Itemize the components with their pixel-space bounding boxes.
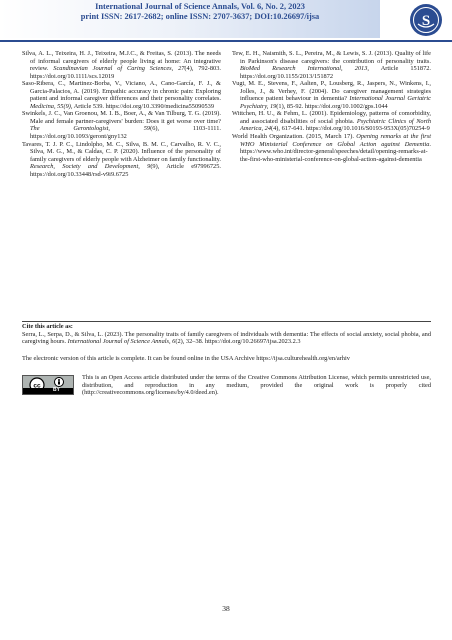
reference-entry: Saso-Ribera, C., Martinez-Borba, V., Viciano, A., Cano-García, F. J., & Garcia-Palacios, A. (2019). Empathic accuracy in chronic pain: Exploring patient and informal caregiver differences and their personality correlates. Medicina, 55(9), Article 539. https://doi.org/10.3390/medicina55090539 [22,80,221,110]
cite-divider [22,321,431,322]
electronic-version-note: The electronic version of this article is complete. It can be found online in the USA Archive https://ijsa.culturehealth.org/en/arhiv [22,355,350,362]
reference-entry: World Health Organization. (2015, March 17). Opening remarks at the first WHO Ministerial Conference on Global Action against Dementia. https://www.who.int/director-general/speeches/detail/opening-remarks-at-the-first-who-ministerial-conference-on-global-action-against-dementia [232,133,431,163]
reference-entry: Vugt, M. E., Stevens, F., Aalten, P., Lousberg, R., Jaspers, N., Winkens, I., Jolles, J., & Verhey, F. (2004). Do caregiver management strategies influence patient behaviour in dementia? International Journal Geriatric Psychiatry, 19(1), 85-92. https://doi.org/10.1002/gps.1044 [232,80,431,110]
svg-text:cc: cc [33,382,41,388]
reference-entry: Silva, A. L., Teixeira, H. J., Teixeira, M.J.C., & Freitas, S. (2013). The needs of informal caregivers of elderly people living at home: An integrative review. Scandinavian Journal of Caring Sciences, 27(4), 792-803. https://doi.org/10.1111/scs.12019 [22,50,221,80]
reference-entry: Tavares, T. J. P. C., Lindolpho, M. C., Silva, B. M. C., Carvalho, R. V. C., Silva, M. G., M., & Caldas, C. P. (2020). Influence of the personality of family caregivers of elderly people with Alzheimer on family functionality. Research, Society and Development, 9(9), Article e97996725. https://doi.org/10.33448/rsd-v9i9.6725 [22,140,221,178]
cc-symbols-icon [23,376,73,388]
cite-this-article [22,323,431,346]
reference-entry: Swinkels, J. C., Van Groenou, M. I. B., Boer, A., & Van Tilburg, T. G. (2019). Male and female partner-caregivers' burden: Does it get worse over time? The Gerontologist, 59(6), 1103-1111. https://doi.org/10.1093/geront/gny132 [22,110,221,141]
journal-logo-icon [409,3,443,37]
issn-doi-line: print ISSN: 2617-2682; online ISSN: 2707-3637; DOI:10.26697/ijsa [80,12,320,21]
references-right-column [232,50,431,163]
header-text [0,2,400,22]
reference-entry: Tew, E. H., Naismith, S. L., Pereira, M., & Lewis, S. J. (2013). Quality of life in Parkinson's disease caregivers: the contribution of personality traits. BioMed Research International, 2013, Article 151872. https://doi.org/10.1155/2013/151872 [232,50,431,80]
reference-entry: Wittchen, H. U., & Fehm, L. (2001). Epidemiology, patterns of comorbidity, and associated disabilities of social phobia. Psychiatric Clinics of North America, 24(4), 617-641. https://doi.org/10.1016/S0193-953X(05)70254-9 [232,110,431,133]
license-text: This is an Open Access article distributed under the terms of the Creative Commons Attribution License, which permits unrestricted use, distribution, and reproduction in any medium, provided the original work is properly cited (http://creativecommons.org/licenses/by/4.0/deed.en). [82,374,431,397]
cc-by-license-icon[interactable] [22,375,74,395]
cite-text: Serra, L., Serpa, D., & Silva, L. (2023). The personality traits of family caregivers of individuals with dementia: The effects of social anxiety, social phobia, and caregiving hours. International Journal of Science Annals, 6(2), 32–38. https://doi.org/10.26697/ijsa.2023.2.3 [22,330,431,346]
journal-title-line: International Journal of Science Annals, Vol. 6, No. 2, 2023 [95,2,305,11]
cite-heading: Cite this article as: [22,323,73,330]
journal-header [0,0,452,50]
header-rule [0,40,452,42]
references-left-column [22,50,221,178]
cc-badge-strip [23,388,73,394]
page-number: 38 [222,604,230,613]
logo-letter: S [421,13,431,29]
cc-badge-label: BY [53,387,60,393]
